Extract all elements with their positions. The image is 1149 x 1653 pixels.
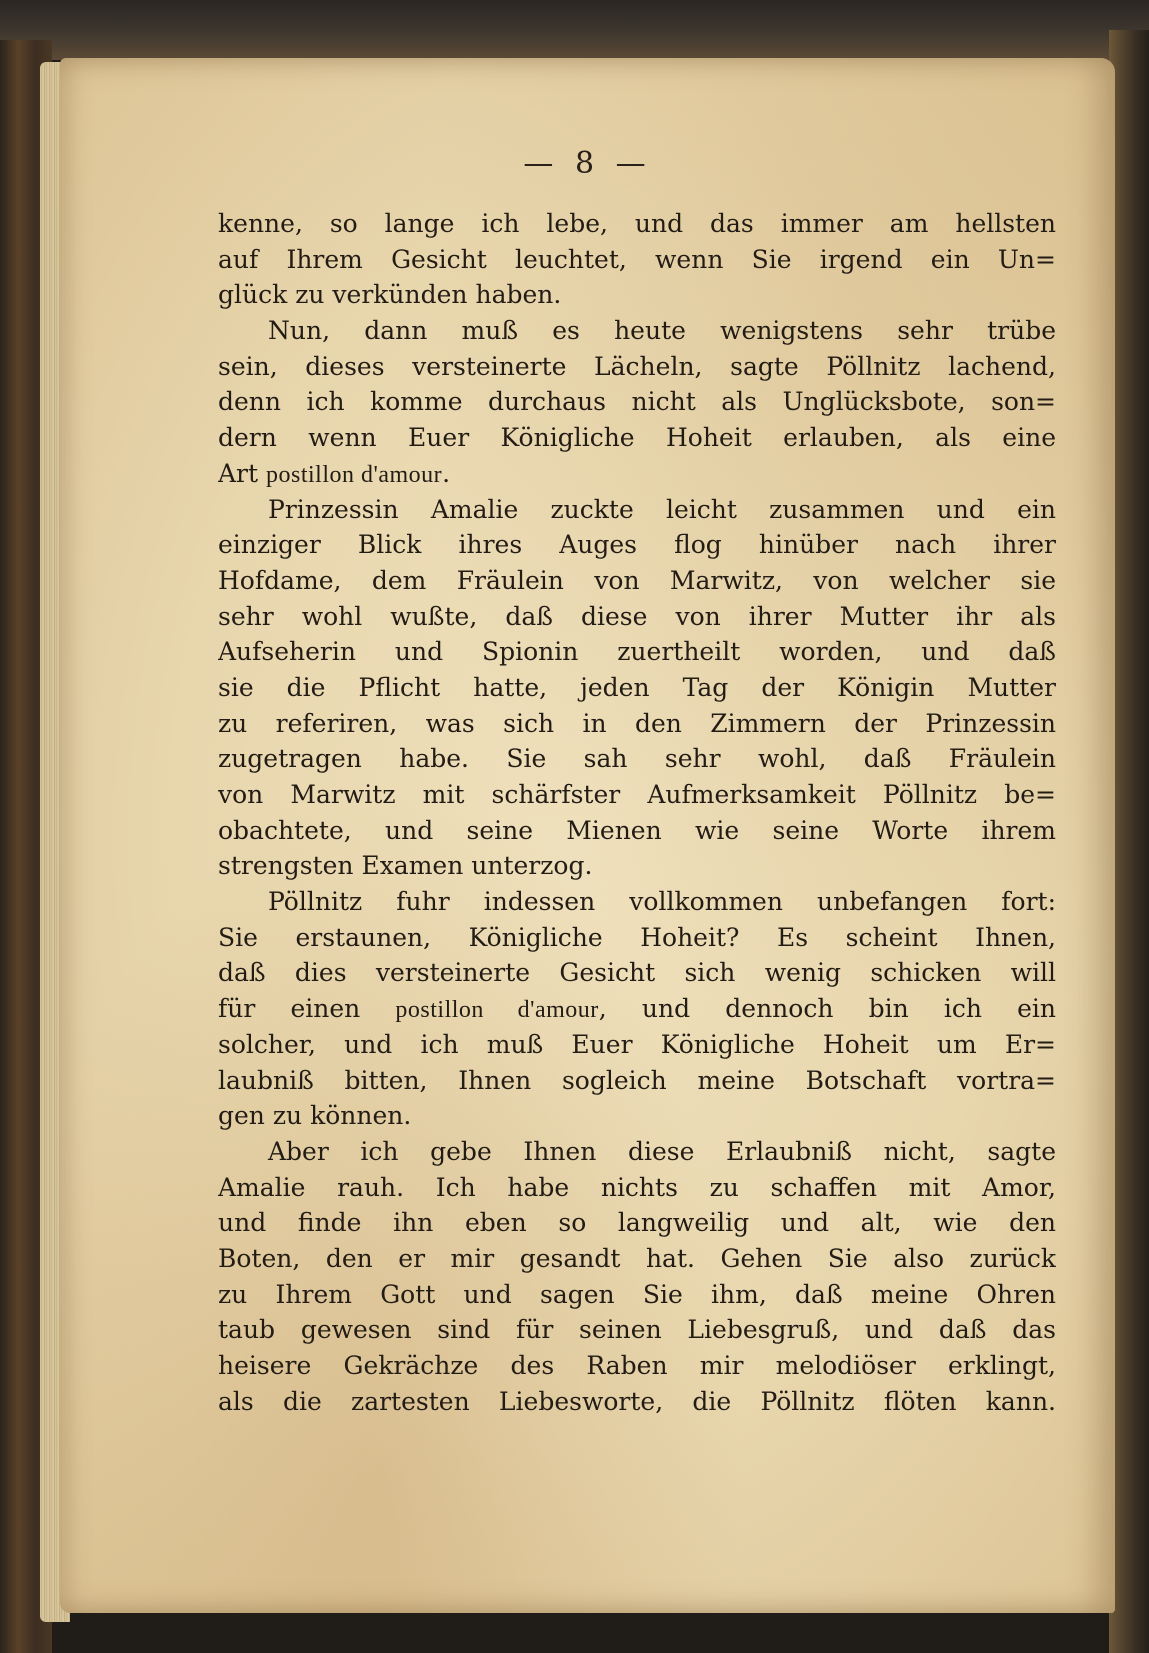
book-cover-top-edge bbox=[0, 0, 1149, 60]
text-line: Nun, dann muß es heute wenigstens sehr trübe bbox=[268, 316, 1056, 346]
text-line: laubniß bitten, Ihnen sogleich meine Botschaft vortra= bbox=[218, 1065, 1056, 1095]
text-line: Aber ich gebe Ihnen diese Erlaubniß nicht, sagte bbox=[268, 1136, 1056, 1166]
text-line: Prinzessin Amalie zuckte leicht zusammen und ein bbox=[268, 494, 1056, 524]
text-line: sehr wohl wußte, daß diese von ihrer Mutter ihr als bbox=[218, 601, 1056, 631]
book-cover-right-edge bbox=[1109, 30, 1149, 1653]
text-line: von Marwitz mit schärfster Aufmerksamkeit Pöllnitz be= bbox=[218, 780, 1056, 809]
text-line: Boten, den er mir gesandt hat. Gehen Sie also zurück bbox=[218, 1243, 1056, 1273]
text-line: zu referiren, was sich in den Zimmern der Prinzessin bbox=[218, 708, 1056, 738]
text-line: obachtete, und seine Mienen wie seine Worte ihrem bbox=[218, 815, 1056, 845]
text-line: zugetragen habe. Sie sah sehr wohl, daß Fräulein bbox=[218, 744, 1056, 774]
text-line: Amalie rauh. Ich habe nichts zu schaffen mit Amor, bbox=[218, 1172, 1056, 1202]
text-line: sie die Pflicht hatte, jeden Tag der Königin Mutter bbox=[218, 672, 1056, 702]
text-line: heisere Gekrächze des Raben mir melodiöser erklingt, bbox=[218, 1351, 1056, 1380]
text-line: taub gewesen sind für seinen Liebesgruß, und daß das bbox=[218, 1315, 1056, 1345]
text-line: auf Ihrem Gesicht leuchtet, wenn Sie irgend ein Un= bbox=[218, 244, 1056, 274]
text-line: Hofdame, dem Fräulein von Marwitz, von welcher sie bbox=[218, 565, 1056, 595]
text-line: Sie erstaunen, Königliche Hoheit? Es scheint Ihnen, bbox=[218, 922, 1056, 952]
text-line: für einen postillon d'amour, und dennoch bin ich ein bbox=[218, 994, 1056, 1024]
text-line: denn ich komme durchaus nicht als Unglücksbote, son= bbox=[218, 387, 1056, 417]
text-line: daß dies versteinerte Gesicht sich wenig schicken will bbox=[218, 958, 1056, 988]
text-line: einziger Blick ihres Auges flog hinüber nach ihrer bbox=[218, 530, 1056, 560]
text-line: kenne, so lange ich lebe, und das immer am hellsten bbox=[218, 209, 1056, 238]
text-line: Aufseherin und Spionin zuertheilt worden, und daß bbox=[218, 637, 1056, 667]
latin-phrase: postillon d'amour bbox=[395, 997, 599, 1024]
text-line: dern wenn Euer Königliche Hoheit erlauben, als eine bbox=[218, 423, 1056, 453]
text-line: solcher, und ich muß Euer Königliche Hoheit um Er= bbox=[218, 1029, 1056, 1059]
text-line: und finde ihn eben so langweilig und alt, wie den bbox=[218, 1208, 1056, 1238]
text-line: sein, dieses versteinerte Lächeln, sagte Pöllnitz lachend, bbox=[218, 351, 1056, 381]
page bbox=[60, 58, 1115, 1613]
latin-phrase: postillon d'amour bbox=[266, 461, 443, 488]
page-number: — 8 — bbox=[523, 146, 652, 181]
text-line: glück zu verkünden haben. bbox=[218, 280, 562, 310]
text-line: Pöllnitz fuhr indessen vollkommen unbefangen fort: bbox=[268, 887, 1056, 917]
text-line: Art postillon d'amour. bbox=[218, 458, 451, 488]
text-line: strengsten Examen unterzog. bbox=[218, 851, 593, 881]
text-line: gen zu können. bbox=[218, 1101, 412, 1131]
text-block bbox=[218, 206, 1056, 1419]
text-line: als die zartesten Liebesworte, die Pöllnitz flöten kann. bbox=[218, 1386, 1056, 1416]
text-line: zu Ihrem Gott und sagen Sie ihm, daß meine Ohren bbox=[218, 1279, 1056, 1309]
